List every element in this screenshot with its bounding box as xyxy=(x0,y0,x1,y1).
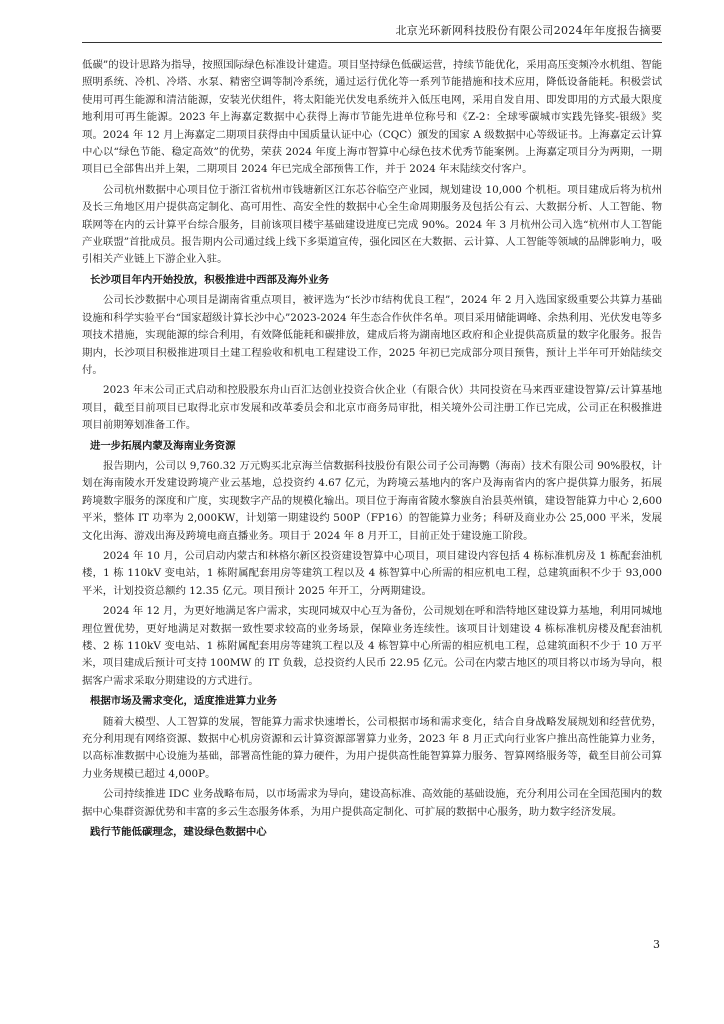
paragraph: 公司杭州数据中心项目位于浙江省杭州市钱塘新区江东芯谷临空产业园，规划建设 10,000 个机柜。项目建成后将为杭州及长三角地区用户提供高定制化、高可用性、高安全性的数据中心全生命周期服务及包括公有云、大数据分析、人工智能、物联网等在内的云计算平台综合服务，目前该项目楼宇基础建设进度已完成 90%。2024 年 3 月杭州公司入选“杭州市人工智能产业联盟”首批成员。报告期内公司通过线上线下多渠道宣传，强化园区在大数据、云计算、人工智能等领域的品牌影响力，吸引相关产业链上下游企业入驻。 xyxy=(82,183,662,266)
paragraph: 2024 年 10 月，公司启动内蒙古和林格尔新区投资建设智算中心项目，项目建设内容包括 4 栋标准机房及 1 栋配套油机楼，1 栋 110kV 变电站，1 栋附属配套用房等建筑工程以及 4 栋智算中心所需的相应机电工程，总建筑面积不少于 93,000 平米，计划投资总额约 12.35 亿元。项目预计 2025 年开工，分两期建设。 xyxy=(82,549,662,597)
paragraph: 公司长沙数据中心项目是湖南省重点项目，被评选为“长沙市结构优良工程”，2024 年 2 月入选国家级重要公共算力基础设施和科学实验平台“国家超级计算长沙中心”2023-2024 年生态合作伙伴名单。项目采用储能调峰、余热利用、光伏发电等多项技术措施，实现能源的综合利用，有效降低能耗和碳排放，建成后将为湖南地区政府和企业提供高质量的数字化服务。报告期内，长沙项目积极推进项目土建工程验收和机电工程建设工作，2025 年初已完成部分项目预售，预计上半年可开始陆续交付。 xyxy=(82,294,662,376)
header-title: 北京光环新网科技股份有限公司2024年年度报告摘要 xyxy=(395,24,662,37)
paragraph: 2023 年末公司正式启动和控股股东舟山百汇达创业投资合伙企业（有限合伙）共同投资在马来西亚建设智算/云计算基地项目，截至目前项目已取得北京市发展和改革委员会和北京市商务局审批，相关境外公司注册工作已完成，公司正在积极推进项目前期筹划准备工作。 xyxy=(82,384,662,432)
page-header xyxy=(82,22,662,43)
section-heading: 根据市场及需求变化，适度推进算力业务 xyxy=(90,695,278,708)
paragraph: 随着大模型、人工智算的发展，智能算力需求快速增长，公司根据市场和需求变化，结合自身战略发展规划和经营优势，充分利用现有网络资源、数据中心机房资源和云计算资源部署算力业务，2023 年 8 月正式向行业客户推出高性能算力业务，以高标准数据中心设施为基础，部署高性能的算力硬件，为用户提供高性能智算算力服务、智算网络服务等，截至目前公司算力业务规模已超过 4,000P。 xyxy=(82,715,662,780)
section-heading: 践行节能低碳理念，建设绿色数据中心 xyxy=(90,826,267,839)
paragraph: 低碳”的设计思路为指导，按照国际绿色标准设计建造。项目坚持绿色低碳运营，持续节能优化，采用高压变频冷水机组、智能照明系统、冷机、冷塔、水泵、精密空调等制冷系统，通过运行优化等一系列节能措施和技术应用，降低设备能耗。积极尝试使用可再生能源和清洁能源，安装光伏组件，将太阳能光伏发电系统并入低压电网，采用自发自用、即发即用的方式最大限度地利用可再生能源。2023 年上海嘉定数据中心获得上海市节能先进单位称号和《Z-2：全球零碳城市实践先锋奖-银级》奖项。2024 年 12 月上海嘉定二期项目获得由中国质量认证中心（CQC）颁发的国家 A 级数据中心等级证书。上海嘉定云计算中心以“绿色节能、稳定高效”的优势，荣获 2024 年度上海市智算中心绿色技术优秀节能案例。上海嘉定项目分为两期，一期项目已全部售出并上架，二期项目 2024 年已完成全部预售工作，并于 2024 年末陆续交付客户。 xyxy=(82,59,662,176)
document-body xyxy=(82,57,662,844)
page-number: 3 xyxy=(653,938,660,951)
paragraph: 2024 年 12 月，为更好地满足客户需求，实现同城双中心互为备份，公司规划在呼和浩特地区建设算力基地，利用同城地理位置优势，更好地满足对数据一致性要求较高的业务场景，保障业务连续性。该项目计划建设 4 栋标准机房楼及配套油机楼、2 栋 110kV 变电站、1 栋附属配套用房等建筑工程以及 4 栋智算中心所需的相应机电工程，总建筑面积不少于 10 万平米，项目建成后预计可支持 100MW 的 IT 负载，总投资约人民币 22.95 亿元。公司在内蒙古地区的项目将以市场为导向，根据客户需求采取分期建设的方式进行。 xyxy=(82,605,662,687)
section-heading: 进一步拓展内蒙及海南业务资源 xyxy=(90,439,236,452)
paragraph: 报告期内，公司以 9,760.32 万元购买北京海兰信数据科技股份有限公司子公司海鹦（海南）技术有限公司 90%股权，计划在海南陵水开发建设跨境产业云基地，总投资约 4.67 亿元，为跨境云基地内的客户及海南省内的客户提供算力服务，拓展跨境数字服务的深度和广度，实现数字产品的规模化输出。项目位于海南省陵水黎族自治县英州镇，建设智能算力中心 2,600 平米，整体 IT 功率为 2,000KW，计划第一期建设约 500P（FP16）的智能算力业务；科研及商业办公 25,000 平米，发展文化出海、游戏出海及跨境电商直播业务。项目于 2024 年 8 月开工，目前正处于建设施工阶段。 xyxy=(82,459,662,542)
section-heading: 长沙项目年内开始投放，积极推进中西部及海外业务 xyxy=(90,273,329,286)
paragraph: 公司持续推进 IDC 业务战略布局，以市场需求为导向，建设高标准、高效能的基础设施，充分利用公司在全国范围内的数据中心集群资源优势和丰富的多云生态服务体系，为用户提供高定制化、可扩展的数据中心服务，助力数字经济发展。 xyxy=(82,788,662,818)
